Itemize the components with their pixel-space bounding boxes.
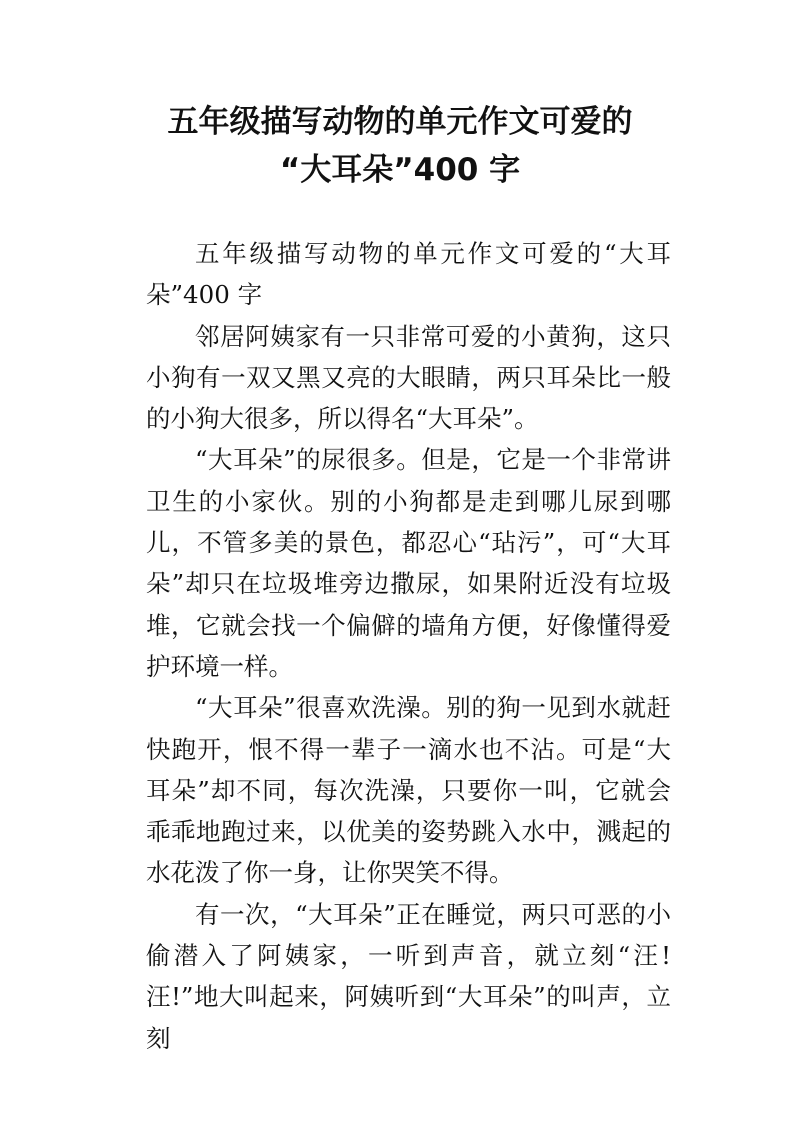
paragraph: “大耳朵”的尿很多。但是，它是一个非常讲卫生的小家伙。别的小狗都是走到哪儿尿到哪儿，不管多美的景色，都忍心“玷污”，可“大耳朵”却只在垃圾堆旁边撒尿，如果附近没有垃圾堆，它就会找一个偏僻的墙角方便，好像懂得爱护环境一样。 (146, 445, 671, 681)
title-line-2: “大耳朵”400 字 (279, 152, 521, 188)
paragraph: “大耳朵”很喜欢洗澡。别的狗一见到水就赶快跑开，恨不得一辈子一滴水也不沾。可是“大耳朵”却不同，每次洗澡，只要你一叫，它就会乖乖地跑过来，以优美的姿势跳入水中，溅起的水花泼了你一身，让你哭笑不得。 (146, 693, 671, 888)
document-title (100, 98, 700, 194)
paragraph-subtitle: 五年级描写动物的单元作文可爱的“大耳朵”400 字 (146, 239, 671, 310)
document-body (146, 233, 671, 1059)
title-line-1: 五年级描写动物的单元作文可爱的 (167, 104, 633, 140)
paragraph: 有一次，“大耳朵”正在睡觉，两只可恶的小偷潜入了阿姨家，一听到声音，就立刻“汪!汪!”地大叫起来，阿姨听到“大耳朵”的叫声，立刻 (146, 899, 671, 1053)
paragraph: 邻居阿姨家有一只非常可爱的小黄狗，这只小狗有一双又黑又亮的大眼睛，两只耳朵比一般的小狗大很多，所以得名“大耳朵”。 (146, 321, 671, 434)
